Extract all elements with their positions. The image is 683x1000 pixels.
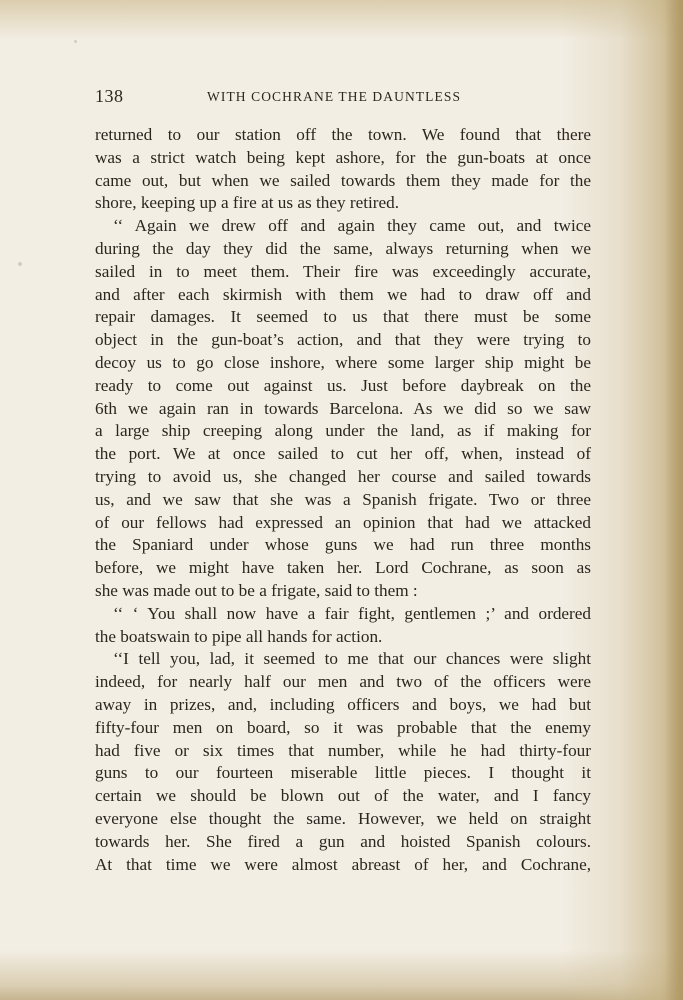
page-number: 138 [95,86,124,106]
paper-speck [18,262,22,266]
text-line: was a strict watch being kept ashore, for the gun-boats at once [95,147,591,167]
page-edge-shadow [665,0,683,1000]
text-line: and after each skirmish with them we had to draw off and [95,284,591,304]
text-line: returned to our station off the town. We found that there [95,125,591,144]
text-line: the boatswain to pipe all hands for action. [95,626,383,646]
text-line: decoy us to go close inshore, where some larger ship might be [95,352,591,372]
text-line: trying to avoid us, she changed her course and sailed towards [95,466,591,486]
text-line: before, we might have taken her. Lord Cochrane, as soon as [95,558,591,578]
text-line: a large ship creeping along under the land, as if making for [95,421,591,441]
text-line: during the day they did the same, always returning when we [95,238,591,258]
text-line: everyone else thought the same. However, we held on straight [95,808,591,828]
text-line: 6th we again ran in towards Barcelona. As we did so we saw [95,398,591,418]
text-line: towards her. She fired a gun and hoisted Spanish colours. [95,831,591,851]
text-line: the Spaniard under whose guns we had run three months [95,535,591,555]
text-line: shore, keeping up a fire at us as they retired. [95,193,400,213]
text-line: ‘‘I tell you, lad, it seemed to me that our chances were slight [113,649,591,669]
body-text [95,124,591,876]
text-line: sailed in to meet them. Their fire was exceedingly accurate, [95,261,591,281]
text-line: guns to our fourteen miserable little pieces. I thought it [95,763,591,783]
paper-speck [74,40,77,43]
text-line: certain we should be blown out of the water, and I fancy [95,786,591,806]
text-line: ready to come out against us. Just before daybreak on the [95,375,591,395]
text-line: she was made out to be a frigate, said to them : [95,580,418,600]
text-line: us, and we saw that she was a Spanish frigate. Two or three [95,489,591,509]
text-line: ‘‘ ‘ You shall now have a fair fight, gentlemen ;’ and ordered [113,603,591,623]
running-head: WITH COCHRANE THE DAUNTLESS [207,89,462,104]
text-line: ‘‘ Again we drew off and again they came out, and twice [113,216,591,236]
text-line: repair damages. It seemed to us that there must be some [95,307,591,327]
text-line: At that time we were almost abreast of her, and Cochrane, [95,854,591,874]
text-line: fifty-four men on board, so it was probable that the enemy [95,717,591,737]
text-line: away in prizes, and, including officers and boys, we had but [95,694,591,714]
text-line: of our fellows had expressed an opinion that had we attacked [95,512,591,532]
text-line: object in the gun-boat’s action, and that they were trying to [95,330,591,350]
text-line: the port. We at once sailed to cut her off, when, instead of [95,444,591,464]
page-header [95,86,591,110]
text-line: indeed, for nearly half our men and two of the officers were [95,672,591,692]
text-line: came out, but when we sailed towards them they made for the [95,170,591,190]
text-line: had five or six times that number, while he had thirty-four [95,740,591,760]
